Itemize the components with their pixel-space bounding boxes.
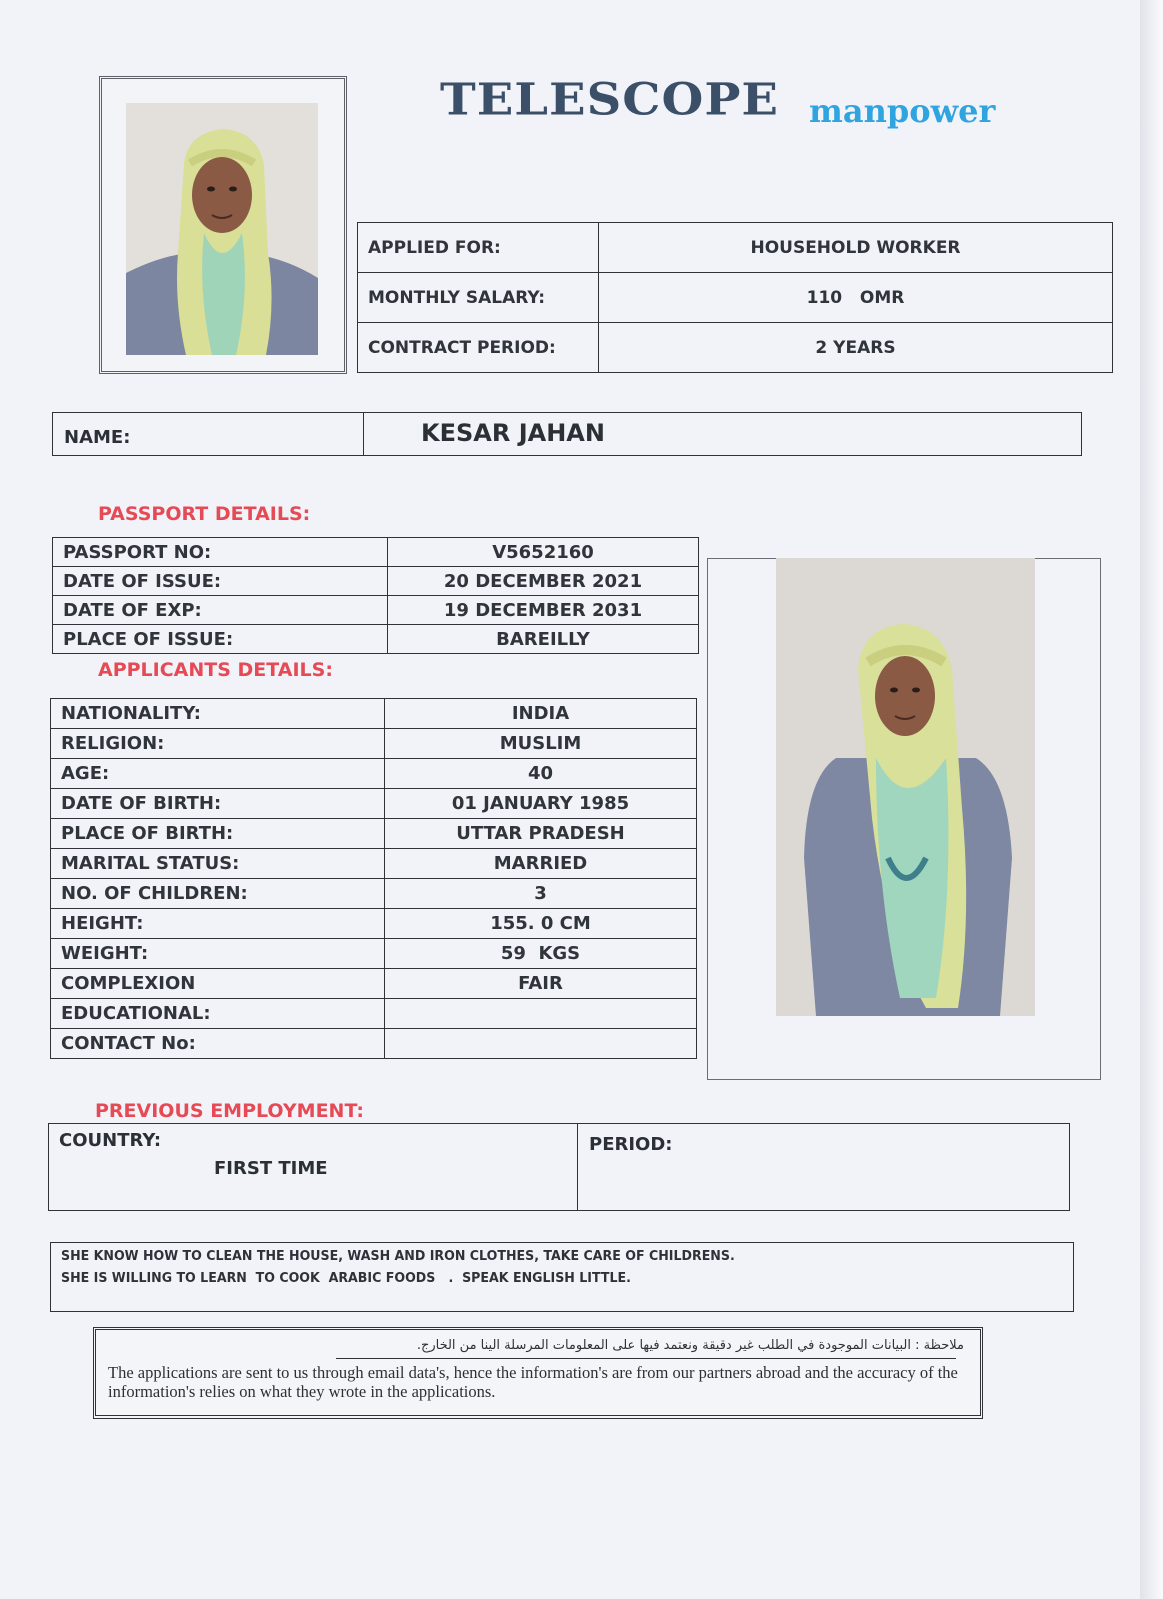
passport-photo xyxy=(126,103,318,355)
complexion-label: COMPLEXION xyxy=(51,969,385,999)
job-details-table xyxy=(357,222,1113,373)
applicants-details-title: APPLICANTS DETAILS: xyxy=(98,659,333,681)
religion-value: MUSLIM xyxy=(385,729,697,759)
educational-label: EDUCATIONAL: xyxy=(51,999,385,1029)
previous-employment-title: PREVIOUS EMPLOYMENT: xyxy=(95,1100,364,1122)
name-divider xyxy=(363,413,364,455)
skills-notes-box xyxy=(50,1242,1074,1312)
table-row xyxy=(51,819,697,849)
table-row xyxy=(51,729,697,759)
marital-status-label: MARITAL STATUS: xyxy=(51,849,385,879)
table-row xyxy=(51,939,697,969)
country-label: COUNTRY: xyxy=(59,1130,162,1151)
table-row xyxy=(51,759,697,789)
table-row xyxy=(51,849,697,879)
nationality-value: INDIA xyxy=(385,699,697,729)
contract-period-value: 2 YEARS xyxy=(599,323,1113,373)
applicant-details-table xyxy=(50,698,697,1059)
age-value: 40 xyxy=(385,759,697,789)
place-of-birth-value: UTTAR PRADESH xyxy=(385,819,697,849)
name-row xyxy=(52,412,1082,456)
name-label: NAME: xyxy=(64,427,131,448)
notes-line-1: SHE KNOW HOW TO CLEAN THE HOUSE, WASH AND IRON CLOTHES, TAKE CARE OF CHILDRENS. xyxy=(61,1249,735,1264)
table-row xyxy=(53,596,699,625)
place-of-birth-label: PLACE OF BIRTH: xyxy=(51,819,385,849)
disclaimer-box xyxy=(93,1327,983,1419)
country-value: FIRST TIME xyxy=(214,1158,328,1179)
name-value: KESAR JAHAN xyxy=(421,419,605,447)
table-row xyxy=(358,223,1113,273)
passport-no-value: V5652160 xyxy=(388,538,699,567)
passport-no-label: PASSPORT NO: xyxy=(53,538,388,567)
table-row xyxy=(51,879,697,909)
contract-period-label: CONTRACT PERIOD: xyxy=(358,323,599,373)
contact-no-label: CONTACT No: xyxy=(51,1029,385,1059)
logo-subtitle: manpower xyxy=(809,92,996,130)
place-of-issue-label: PLACE OF ISSUE: xyxy=(53,625,388,654)
table-row xyxy=(358,273,1113,323)
notes-line-2: SHE IS WILLING TO LEARN TO COOK ARABIC FOODS . SPEAK ENGLISH LITTLE. xyxy=(61,1271,631,1286)
applied-for-value: HOUSEHOLD WORKER xyxy=(599,223,1113,273)
weight-value: 59 KGS xyxy=(385,939,697,969)
passport-details-title: PASSPORT DETAILS: xyxy=(98,503,311,525)
table-row xyxy=(51,969,697,999)
table-row xyxy=(51,789,697,819)
previous-employment-box xyxy=(48,1123,1070,1211)
children-label: NO. OF CHILDREN: xyxy=(51,879,385,909)
table-row xyxy=(51,909,697,939)
height-label: HEIGHT: xyxy=(51,909,385,939)
date-of-birth-label: DATE OF BIRTH: xyxy=(51,789,385,819)
monthly-salary-value: 110 OMR xyxy=(599,273,1113,323)
monthly-salary-label: MONTHLY SALARY: xyxy=(358,273,599,323)
table-row xyxy=(51,999,697,1029)
complexion-value: FAIR xyxy=(385,969,697,999)
age-label: AGE: xyxy=(51,759,385,789)
table-row xyxy=(358,323,1113,373)
previous-employment-divider xyxy=(577,1124,578,1210)
date-of-issue-label: DATE OF ISSUE: xyxy=(53,567,388,596)
height-value: 155. 0 CM xyxy=(385,909,697,939)
disclaimer-underline xyxy=(336,1358,956,1359)
contact-no-value xyxy=(385,1029,697,1059)
weight-label: WEIGHT: xyxy=(51,939,385,969)
disclaimer-english: The applications are sent to us through email data's, hence the information's are from our partners abroad and the accuracy of the information's relies on what they wrote in the applications. xyxy=(108,1363,958,1401)
religion-label: RELIGION: xyxy=(51,729,385,759)
table-row xyxy=(51,699,697,729)
period-label: PERIOD: xyxy=(589,1134,673,1155)
page-edge xyxy=(1140,0,1163,1599)
company-logo xyxy=(440,74,1040,144)
marital-status-value: MARRIED xyxy=(385,849,697,879)
disclaimer-arabic: ملاحظة : البيانات الموجودة في الطلب غير دقيقة ونعتمد فيها على المعلومات المرسلة الينا من الخارج. xyxy=(416,1338,964,1353)
date-of-exp-value: 19 DECEMBER 2031 xyxy=(388,596,699,625)
table-row xyxy=(53,567,699,596)
date-of-issue-value: 20 DECEMBER 2021 xyxy=(388,567,699,596)
date-of-exp-label: DATE OF EXP: xyxy=(53,596,388,625)
nationality-label: NATIONALITY: xyxy=(51,699,385,729)
applied-for-label: APPLIED FOR: xyxy=(358,223,599,273)
passport-details-table xyxy=(52,537,699,654)
table-row xyxy=(53,625,699,654)
logo-name: TELESCOPE xyxy=(440,74,779,126)
place-of-issue-value: BAREILLY xyxy=(388,625,699,654)
table-row xyxy=(53,538,699,567)
children-value: 3 xyxy=(385,879,697,909)
date-of-birth-value: 01 JANUARY 1985 xyxy=(385,789,697,819)
educational-value xyxy=(385,999,697,1029)
table-row xyxy=(51,1029,697,1059)
full-length-photo xyxy=(776,558,1035,1016)
